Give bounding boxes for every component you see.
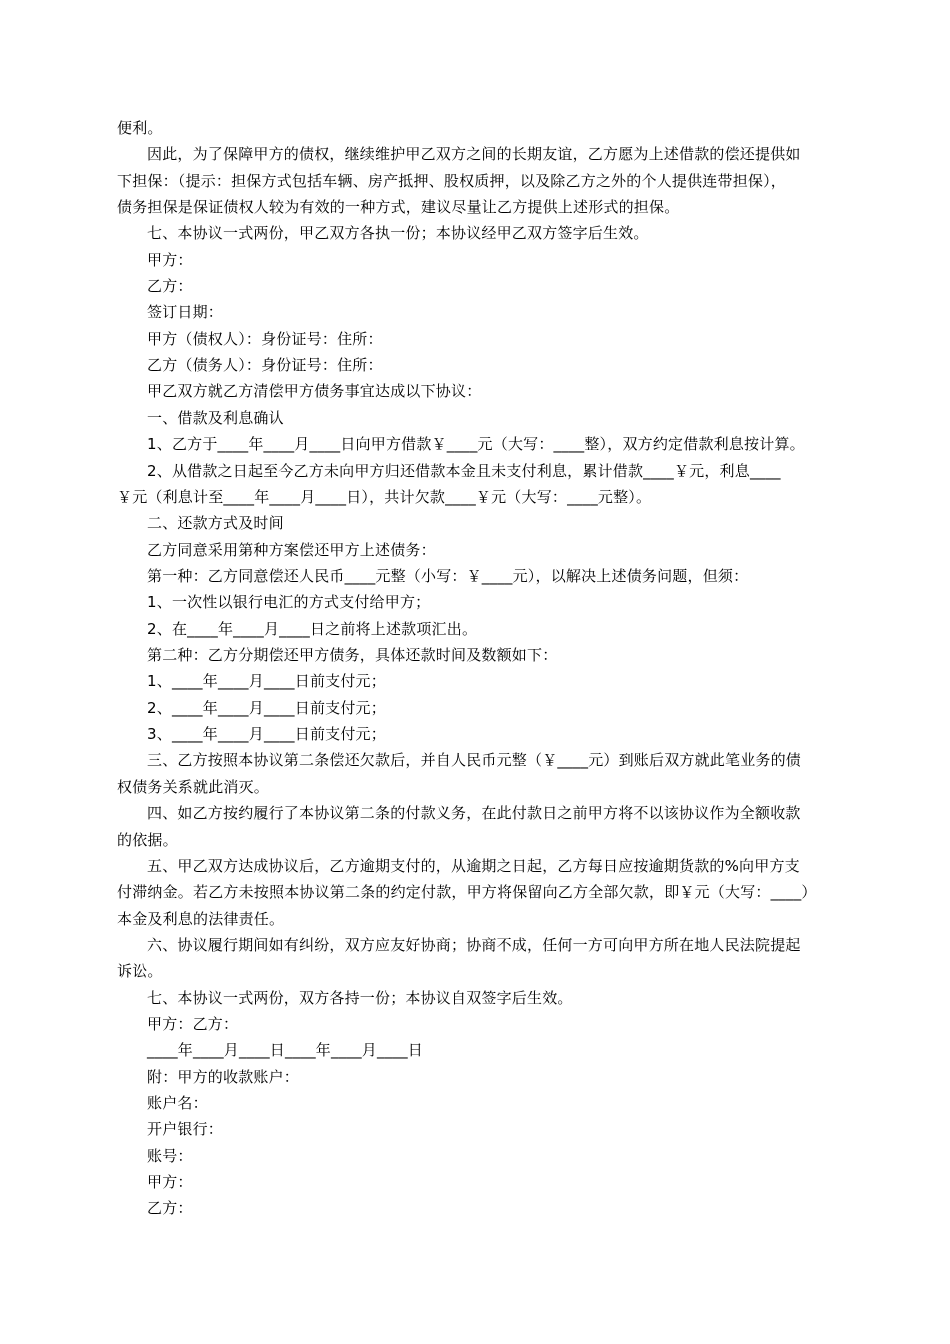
section-heading: 一、借款及利息确认	[147, 409, 284, 427]
text-line: 六、协议履行期间如有纠纷，双方应友好协商；协商不成，任何一方可向甲方所在地人民法院提起	[147, 936, 801, 954]
text-line: 1、乙方于____年____月____日向甲方借款￥____元（大写：____整），双方约定借款利息按计算。	[147, 435, 805, 453]
text-line: 甲方：	[147, 251, 193, 269]
text-line: 四、如乙方按约履行了本协议第二条的付款义务，在此付款日之前甲方将不以该协议作为全额收款	[147, 804, 801, 822]
text-line: 便利。	[117, 119, 163, 137]
text-line: 开户银行：	[147, 1120, 224, 1138]
text-line: 3、____年____月____日前支付元；	[147, 725, 386, 743]
text-line: 下担保：（提示：担保方式包括车辆、房产抵押、股权质押，以及除乙方之外的个人提供连带担保），	[117, 172, 787, 190]
text-line: 1、一次性以银行电汇的方式支付给甲方；	[147, 593, 431, 611]
text-line: ____年____月____日____年____月____日	[147, 1041, 424, 1059]
text-line: 债务担保是保证债权人较为有效的一种方式，建议尽量让乙方提供上述形式的担保。	[117, 198, 680, 216]
text-line: 甲方（债权人）：身份证号：住所：	[147, 330, 383, 348]
text-line: 权债务关系就此消灭。	[117, 778, 270, 796]
text-line: 2、在____年____月____日之前将上述款项汇出。	[147, 620, 478, 638]
text-line: 乙方同意采用第种方案偿还甲方上述债务：	[147, 541, 436, 559]
text-line: 乙方（债务人）：身份证号：住所：	[147, 356, 383, 374]
text-line: 甲方：	[147, 1173, 193, 1191]
text-line: 七、本协议一式两份，双方各持一份；本协议自双签字后生效。	[147, 989, 573, 1007]
text-line: 2、从借款之日起至今乙方未向甲方归还借款本金且未支付利息，累计借款____￥元，利息____	[147, 462, 781, 480]
text-line: 第一种：乙方同意偿还人民币____元整（小写：￥____元），以解决上述债务问题，但须：	[147, 567, 749, 585]
text-line: 签订日期：	[147, 303, 224, 321]
text-line: 1、____年____月____日前支付元；	[147, 672, 386, 690]
text-line: ￥元（利息计至____年____月____日），共计欠款____￥元（大写：____元整）。	[117, 488, 652, 506]
text-line: 七、本协议一式两份，甲乙双方各执一份；本协议经甲乙双方签字后生效。	[147, 224, 649, 242]
text-line: 五、甲乙双方达成协议后，乙方逾期支付的，从逾期之日起，乙方每日应按逾期货款的%向甲方支	[147, 857, 800, 875]
text-line: 账户名：	[147, 1094, 208, 1112]
text-line: 2、____年____月____日前支付元；	[147, 699, 386, 717]
text-line: 三、乙方按照本协议第二条偿还欠款后，并自人民币元整（￥____元）到账后双方就此笔业务的债	[147, 751, 802, 769]
text-line: 甲方：乙方：	[147, 1015, 239, 1033]
text-line: 第二种：乙方分期偿还甲方债务，具体还款时间及数额如下：	[147, 646, 558, 664]
text-line: 本金及利息的法律责任。	[117, 910, 285, 928]
text-line: 甲乙双方就乙方清偿甲方债务事宜达成以下协议：	[147, 382, 482, 400]
text-line: 付滞纳金。若乙方未按照本协议第二条的约定付款，甲方将保留向乙方全部欠款，即￥元（大写：____）	[117, 883, 817, 901]
text-line: 附：甲方的收款账户：	[147, 1068, 300, 1086]
text-line: 乙方：	[147, 277, 193, 295]
text-line: 的依据。	[117, 831, 178, 849]
section-heading: 二、还款方式及时间	[147, 514, 284, 532]
text-line: 诉讼。	[117, 962, 163, 980]
text-line: 乙方：	[147, 1199, 193, 1217]
text-line: 因此，为了保障甲方的债权，继续维护甲乙双方之间的长期友谊，乙方愿为上述借款的偿还提供如	[147, 145, 801, 163]
text-line: 账号：	[147, 1147, 193, 1165]
